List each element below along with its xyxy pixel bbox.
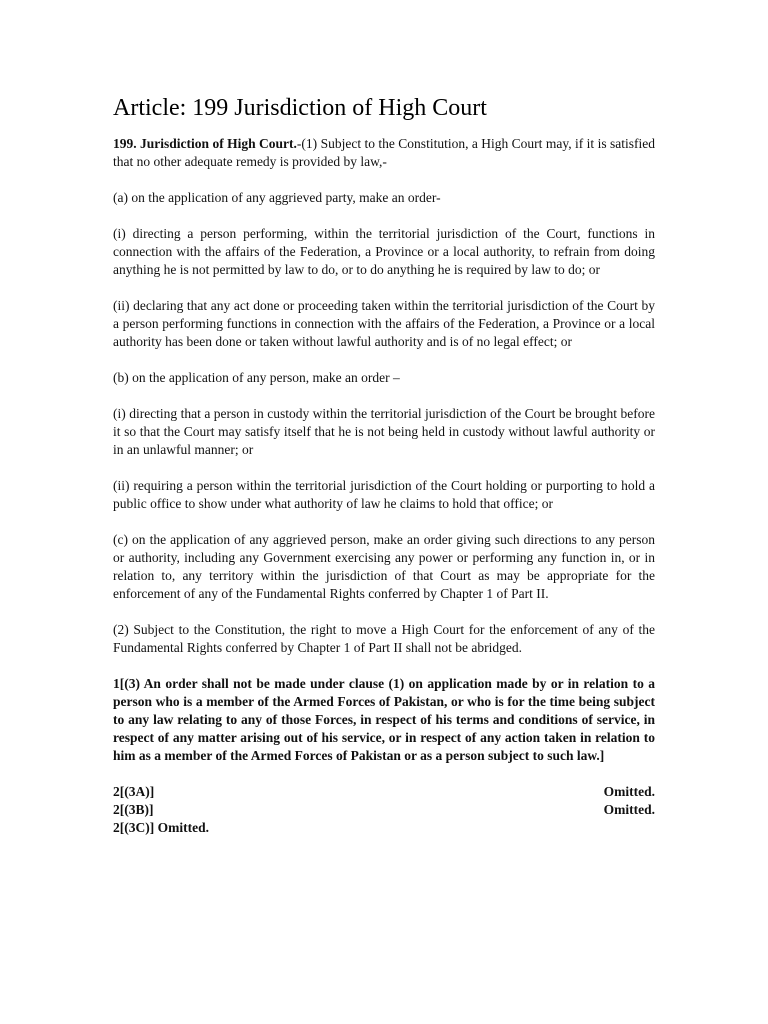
clause-3: 1[(3) An order shall not be made under clause (1) on application made by or in relation to a person who is a member of the Armed Forces of Pakistan, or who is for the time being subject to any law relating to any of those Forces, in respect of his terms and conditions of service, in respect of any matter arising out of his service, or in respect of any action taken in relation to him as a member of the Armed Forces of Pakistan or as a person subject to such law.] xyxy=(113,676,655,763)
clause-a-i: (i) directing a person performing, within the territorial jurisdiction of the Court, functions in connection with the affairs of the Federation, a Province or a local authority, to refrain from doing anything he is not permitted by law to do, or to do anything he is required by law to do; or xyxy=(113,226,655,277)
omitted-status: Omitted. xyxy=(603,784,655,799)
clause-a: (a) on the application of any aggrieved party, make an order- xyxy=(113,190,441,205)
clause-b-ii: (ii) requiring a person within the territorial jurisdiction of the Court holding or purporting to hold a public office to show under what authority of law he claims to hold that office; or xyxy=(113,478,655,511)
clause-b: (b) on the application of any person, make an order – xyxy=(113,370,400,385)
omitted-label: 2[(3A)] xyxy=(113,784,155,799)
omitted-inline: 2[(3C)] Omitted. xyxy=(113,820,209,835)
intro-heading: 199. Jurisdiction of High Court. xyxy=(113,136,297,151)
intro-paragraph xyxy=(113,135,655,171)
omitted-row xyxy=(113,783,655,801)
omitted-status: Omitted. xyxy=(603,802,655,817)
clause-c: (c) on the application of any aggrieved person, make an order giving such directions to any person or authority, including any Government exercising any power or performing any function in, or in relation to, any territory within the jurisdiction of that Court as may be appropriate for the enforcement of any of the Fundamental Rights conferred by Chapter 1 of Part II. xyxy=(113,532,655,601)
clause-2: (2) Subject to the Constitution, the right to move a High Court for the enforcement of any of the Fundamental Rights conferred by Chapter 1 of Part II shall not be abridged. xyxy=(113,622,655,655)
intro-text: -(1) Subject to the Constitution, a High Court may, if it is satisfied that no other adequate remedy is provided by law,- xyxy=(113,136,655,169)
omitted-row xyxy=(113,801,655,819)
clause-b-i: (i) directing that a person in custody within the territorial jurisdiction of the Court be brought before it so that the Court may satisfy itself that he is not being held in custody without lawful authority or in an unlawful manner; or xyxy=(113,406,655,457)
article-title: Article: 199 Jurisdiction of High Court xyxy=(113,95,487,121)
omitted-label: 2[(3B)] xyxy=(113,802,154,817)
clause-a-ii: (ii) declaring that any act done or proceeding taken within the territorial jurisdiction of the Court by a person performing functions in connection with the affairs of the Federation, a Province or a local authority has been done or taken without lawful authority and is of no legal effect; or xyxy=(113,298,655,349)
